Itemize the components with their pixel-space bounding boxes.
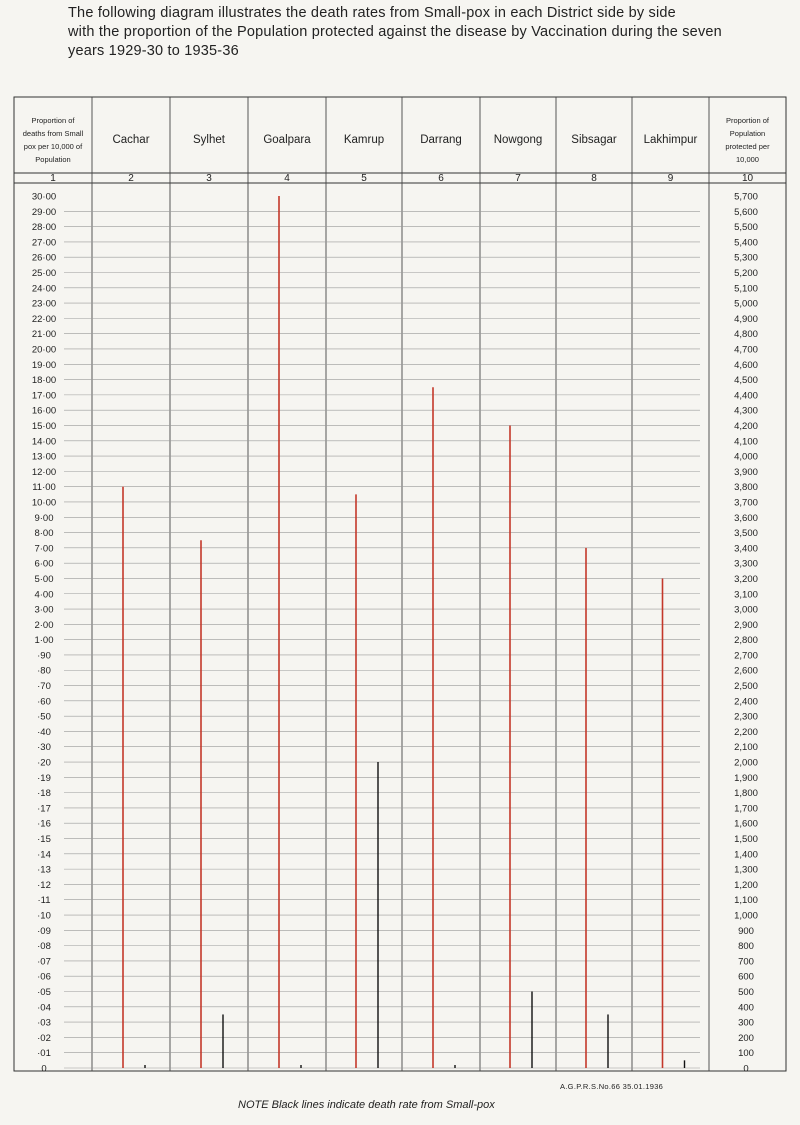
left-tick-label: ·14 [37,849,51,861]
right-tick-label: 100 [738,1048,754,1060]
left-tick-label: ·10 [37,910,51,922]
left-tick-label: ·13 [37,864,51,876]
right-tick-label: 3,200 [734,573,758,585]
left-tick-label: 15·00 [31,420,57,432]
right-tick-label: 3,500 [734,528,758,540]
left-tick-label: 7·00 [34,543,54,555]
left-tick-label: 21·00 [31,329,57,341]
left-tick-label: 22·00 [31,313,57,325]
left-tick-label: ·08 [37,941,51,953]
column-number: 8 [591,173,597,184]
left-tick-label: ·19 [37,772,51,784]
right-tick-label: 2,300 [734,711,758,723]
column-number: 5 [361,173,367,184]
left-tick-label: 13·00 [31,451,57,463]
left-tick-label: ·50 [37,711,51,723]
right-tick-label: 2,500 [734,681,758,693]
left-tick-label: 11·00 [32,482,56,494]
column-number: 2 [128,173,134,184]
left-tick-label: 3·00 [34,604,54,616]
left-tick-label: 12·00 [31,466,57,478]
grid-lines [64,211,700,1068]
header-right-label: 10,000 [736,155,759,164]
right-tick-label: 4,400 [734,390,758,402]
left-tick-label: ·17 [37,803,51,815]
left-tick-label: ·30 [37,742,51,754]
right-tick-label: 4,200 [734,420,758,432]
left-tick-label: ·04 [37,1002,51,1014]
right-tick-label: 5,600 [734,206,758,218]
left-tick-label: 20·00 [31,344,57,356]
right-tick-label: 3,100 [734,589,758,601]
right-tick-label: 5,200 [734,267,758,279]
left-tick-label: 9·00 [34,512,54,524]
left-tick-label: ·16 [37,818,51,830]
right-tick-label: 900 [738,925,754,937]
right-tick-label: 2,800 [734,635,758,647]
right-tick-label: 1,400 [734,849,758,861]
header-right-label: Proportion of [726,116,769,125]
column-number: 1 [50,173,56,184]
left-tick-label: 24·00 [31,283,57,295]
left-tick-label: 10·00 [31,497,57,509]
right-tick-label: 1,100 [734,895,758,907]
left-tick-label: 26·00 [31,252,57,264]
right-tick-label: 2,100 [734,742,758,754]
left-tick-label: 2·00 [34,619,54,631]
right-tick-label: 3,300 [734,558,758,570]
right-tick-label: 0 [743,1063,749,1075]
bars [123,196,685,1068]
column-number: 4 [284,173,290,184]
left-tick-label: 16·00 [31,405,57,417]
left-tick-label: 28·00 [31,222,57,234]
column-number: 6 [438,173,444,184]
right-tick-label: 5,100 [734,283,758,295]
header-left-label: Population [35,155,71,164]
left-tick-label: ·60 [37,696,51,708]
left-tick-label: 23·00 [31,298,57,310]
left-tick-label: ·07 [37,956,51,968]
right-tick-label: 800 [738,941,754,953]
header-right-label: Population [729,129,766,138]
right-tick-label: 1,900 [734,772,758,784]
right-tick-label: 4,900 [734,313,758,325]
right-tick-label: 4,000 [734,451,758,463]
right-tick-label: 4,100 [734,436,758,448]
left-tick-label: ·02 [37,1032,51,1044]
table-header [23,116,770,184]
right-tick-label: 4,600 [734,359,758,371]
district-header: Nowgong [493,134,543,146]
right-tick-label: 2,000 [734,757,758,769]
right-tick-label: 2,600 [734,665,758,677]
right-tick-label: 1,700 [734,803,758,815]
left-tick-label: ·20 [37,757,51,769]
right-tick-label: 600 [738,971,754,983]
district-header: Sylhet [193,134,225,146]
left-tick-label: ·15 [37,834,51,846]
left-tick-label: ·06 [37,971,51,983]
right-tick-label: 2,200 [734,726,758,738]
header-left-label: Proportion of [31,116,75,125]
right-tick-label: 1,000 [734,910,758,922]
district-header: Kamrup [343,134,385,146]
left-tick-label: 6·00 [34,558,54,570]
right-tick-label: 2,700 [734,650,758,662]
right-tick-label: 5,700 [734,191,758,203]
right-tick-label: 1,500 [734,834,758,846]
title-line: with the proportion of the Population protected against the disease by Vaccination during the seven [68,24,722,40]
right-tick-label: 1,300 [734,864,758,876]
left-tick-label: 29·00 [31,206,57,218]
right-tick-label: 5,300 [734,252,758,264]
left-tick-label: 5·00 [34,573,54,585]
left-tick-label: 19·00 [31,359,57,371]
right-tick-label: 4,700 [734,344,758,356]
right-tick-label: 1,600 [734,818,758,830]
left-tick-label: ·11 [37,895,51,907]
left-tick-label: 14·00 [31,436,57,448]
left-tick-label: 17·00 [31,390,57,402]
left-tick-label: ·90 [37,650,51,662]
right-tick-label: 1,200 [734,879,758,891]
right-tick-label: 700 [738,956,754,968]
right-tick-label: 3,700 [734,497,758,509]
right-tick-label: 400 [738,1002,754,1014]
right-tick-label: 5,000 [734,298,758,310]
title-line: years 1929-30 to 1935-36 [68,43,239,59]
header-right-label: protected per [725,142,770,151]
left-tick-label: 30·00 [31,191,57,203]
right-tick-label: 300 [738,1017,754,1029]
left-tick-label: 18·00 [31,375,57,387]
note-text: NOTE Black lines indicate death rate from Small-pox [238,1099,495,1111]
right-tick-label: 1,800 [734,788,758,800]
right-tick-label: 3,800 [734,482,758,494]
right-tick-label: 500 [738,987,754,999]
left-tick-label: 8·00 [34,528,54,540]
district-header: Goalpara [263,134,311,146]
left-tick-label: 25·00 [31,267,57,279]
right-tick-label: 5,500 [734,222,758,234]
left-tick-label: 0 [41,1063,47,1075]
right-tick-label: 3,900 [734,466,758,478]
left-tick-label: ·05 [37,987,51,999]
left-axis-ticks [32,192,56,1075]
left-tick-label: ·01 [37,1048,51,1060]
header-left-label: deaths from Small [22,129,84,138]
right-tick-label: 2,900 [734,619,758,631]
header-left-label: pox per 10,000 of [23,142,83,151]
right-tick-label: 200 [738,1032,754,1044]
column-number: 7 [515,173,521,184]
frame-border [14,97,786,1071]
district-header: Cachar [112,134,150,146]
district-header: Darrang [420,134,462,146]
chart-frame [14,97,786,1071]
left-tick-label: ·70 [37,681,51,693]
column-number: 9 [667,173,674,184]
left-tick-label: ·12 [37,879,51,891]
left-tick-label: 27·00 [31,237,57,249]
right-axis-ticks [734,192,758,1075]
right-tick-label: 4,300 [734,405,758,417]
right-tick-label: 5,400 [734,237,758,249]
left-tick-label: ·18 [37,788,51,800]
print-reference: A.G.P.R.S.No.66 35.01.1936 [560,1082,664,1091]
column-number: 3 [206,173,212,184]
left-tick-label: 1·00 [34,635,54,647]
right-tick-label: 3,600 [734,512,758,524]
right-tick-label: 4,500 [734,375,758,387]
district-header: Lakhimpur [643,134,698,146]
right-tick-label: 3,400 [734,543,758,555]
district-header: Sibsagar [571,134,617,146]
left-tick-label: ·03 [37,1017,51,1029]
title-line: The following diagram illustrates the death rates from Small-pox in each District side by side [68,5,676,21]
left-tick-label: ·09 [37,925,51,937]
left-tick-label: ·80 [37,665,51,677]
right-tick-label: 4,800 [734,329,758,341]
right-tick-label: 2,400 [734,696,758,708]
right-tick-label: 3,000 [734,604,758,616]
left-tick-label: ·40 [37,726,51,738]
left-tick-label: 4·00 [34,589,54,601]
column-number: 10 [741,173,754,184]
